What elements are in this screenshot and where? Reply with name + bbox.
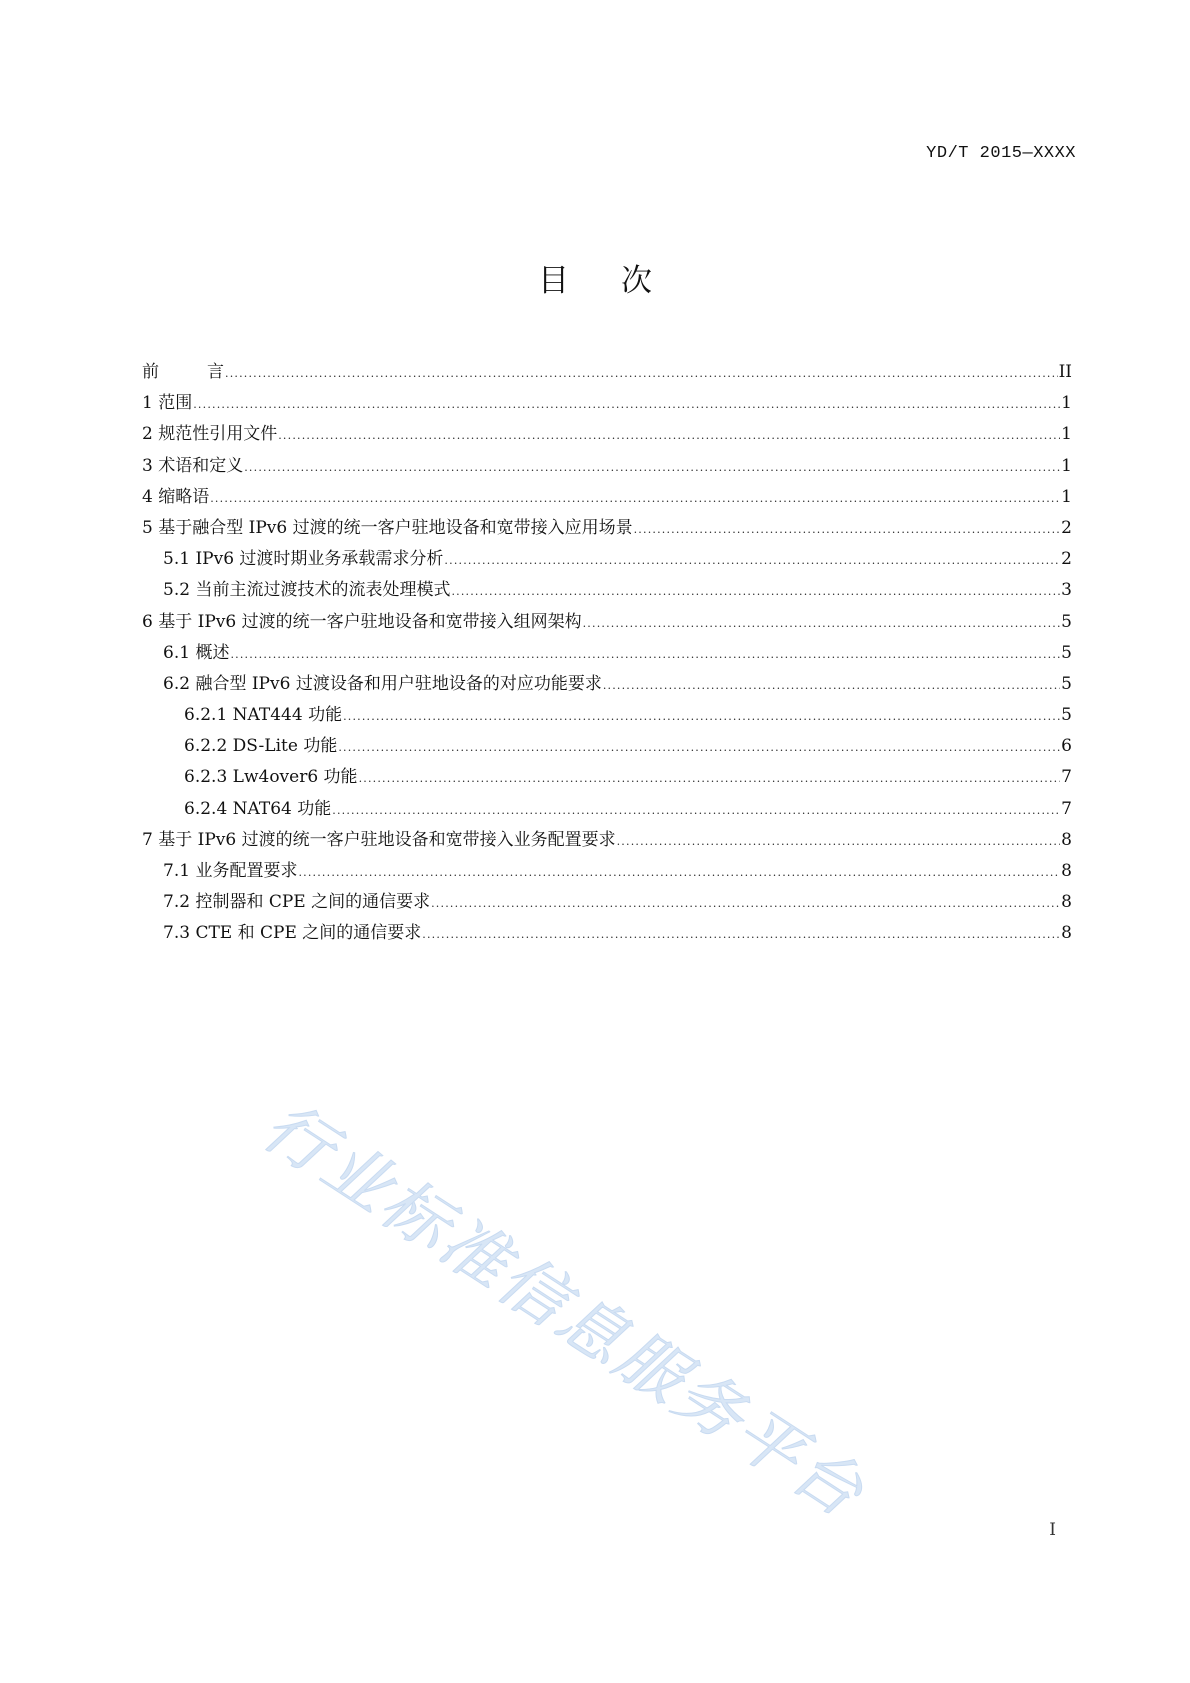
toc-entry-label: 7.3 CTE 和 CPE 之间的通信要求 — [163, 923, 422, 944]
toc-leader-dots — [422, 928, 1060, 941]
toc-entry-label: 7.1 业务配置要求 — [163, 861, 298, 881]
toc-leader-dots — [225, 367, 1058, 380]
toc-entry-label: 5.2 当前主流过渡技术的流表处理模式 — [163, 580, 451, 601]
toc-entry-page: 5 — [1061, 611, 1072, 632]
toc-entry-4[interactable] — [142, 482, 1072, 513]
toc-entry-page: 2 — [1061, 549, 1072, 570]
toc-entry-label: 前 言 — [142, 362, 224, 382]
toc-entry-page: 5 — [1061, 642, 1072, 663]
toc-leader-dots — [431, 897, 1060, 910]
toc-entry-7-1[interactable] — [142, 856, 1072, 887]
toc-entry-5-1[interactable] — [142, 544, 1072, 575]
toc-entry-label: 1 范围 — [142, 393, 193, 414]
page-title — [0, 255, 1190, 300]
toc-entry-foreword[interactable] — [142, 357, 1072, 388]
toc-entry-label: 5 基于融合型 IPv6 过渡的统一客户驻地设备和宽带接入应用场景 — [142, 517, 633, 538]
toc-leader-dots — [343, 710, 1060, 723]
toc-leader-dots — [230, 648, 1060, 661]
title-char-2: 次 — [621, 263, 652, 299]
toc-entry-6-2[interactable] — [142, 669, 1072, 700]
toc-entry-6-2-4[interactable] — [142, 794, 1072, 825]
toc-entry-6-1[interactable] — [142, 638, 1072, 669]
toc-entry-label: 6.2.2 DS-Lite 功能 — [184, 736, 338, 757]
toc-entry-label: 6.2.4 NAT64 功能 — [184, 798, 332, 819]
toc-entry-7-3[interactable] — [142, 918, 1072, 949]
toc-entry-6-2-2[interactable] — [142, 731, 1072, 762]
toc-entry-page: 8 — [1061, 923, 1072, 944]
toc-leader-dots — [210, 492, 1060, 505]
toc-entry-label: 7 基于 IPv6 过渡的统一客户驻地设备和宽带接入业务配置要求 — [142, 829, 616, 850]
toc-entry-5[interactable] — [142, 513, 1072, 544]
toc-entry-label: 7.2 控制器和 CPE 之间的通信要求 — [163, 892, 431, 913]
toc-entry-page: 1 — [1061, 455, 1072, 476]
toc-leader-dots — [451, 585, 1060, 598]
toc-entry-6-2-1[interactable] — [142, 700, 1072, 731]
page-number: I — [1049, 1520, 1056, 1540]
toc-leader-dots — [338, 741, 1060, 754]
toc-entry-2[interactable] — [142, 419, 1072, 450]
toc-entry-page: 8 — [1061, 892, 1072, 913]
toc-entry-page: 5 — [1061, 673, 1072, 694]
toc-entry-page: 2 — [1061, 517, 1072, 538]
toc-entry-page: 3 — [1061, 580, 1072, 601]
toc-entry-label: 6.2.3 Lw4over6 功能 — [184, 767, 358, 788]
toc-leader-dots — [278, 429, 1060, 442]
toc-leader-dots — [634, 523, 1061, 536]
toc-entry-7-2[interactable] — [142, 887, 1072, 918]
toc-entry-page: 1 — [1061, 393, 1072, 414]
toc-entry-6[interactable] — [142, 607, 1072, 638]
toc-entry-page: 7 — [1061, 767, 1072, 788]
toc-entry-label: 6.1 概述 — [163, 642, 230, 663]
toc-entry-3[interactable] — [142, 451, 1072, 482]
toc-entry-page: 1 — [1061, 424, 1072, 445]
watermark: 行业标准信息服务平台 — [249, 1087, 879, 1534]
table-of-contents — [142, 357, 1072, 950]
toc-leader-dots — [583, 617, 1061, 630]
toc-entry-label: 5.1 IPv6 过渡时期业务承载需求分析 — [163, 549, 444, 570]
toc-entry-page: II — [1058, 362, 1072, 382]
toc-entry-label: 3 术语和定义 — [142, 455, 244, 476]
toc-entry-label: 6 基于 IPv6 过渡的统一客户驻地设备和宽带接入组网架构 — [142, 611, 582, 632]
toc-entry-page: 5 — [1061, 705, 1072, 726]
toc-entry-page: 8 — [1061, 829, 1072, 850]
toc-entry-label: 6.2.1 NAT444 功能 — [184, 705, 343, 726]
toc-leader-dots — [444, 554, 1060, 567]
toc-entry-page: 8 — [1061, 861, 1072, 881]
toc-leader-dots — [617, 835, 1061, 848]
toc-entry-7[interactable] — [142, 825, 1072, 856]
toc-entry-page: 6 — [1061, 736, 1072, 757]
toc-leader-dots — [193, 398, 1060, 411]
toc-entry-label: 6.2 融合型 IPv6 过渡设备和用户驻地设备的对应功能要求 — [163, 673, 602, 694]
toc-leader-dots — [603, 679, 1060, 692]
document-code: YD/T 2015—XXXX — [926, 144, 1076, 163]
toc-entry-5-2[interactable] — [142, 575, 1072, 606]
toc-entry-label: 4 缩略语 — [142, 486, 210, 507]
toc-entry-label: 2 规范性引用文件 — [142, 424, 278, 445]
toc-leader-dots — [298, 866, 1060, 879]
toc-entry-6-2-3[interactable] — [142, 762, 1072, 793]
toc-entry-page: 7 — [1061, 798, 1072, 819]
toc-leader-dots — [244, 461, 1060, 474]
toc-leader-dots — [332, 804, 1060, 817]
title-char-1: 目 — [538, 263, 569, 299]
toc-entry-page: 1 — [1061, 486, 1072, 507]
toc-leader-dots — [359, 772, 1061, 785]
toc-entry-1[interactable] — [142, 388, 1072, 419]
